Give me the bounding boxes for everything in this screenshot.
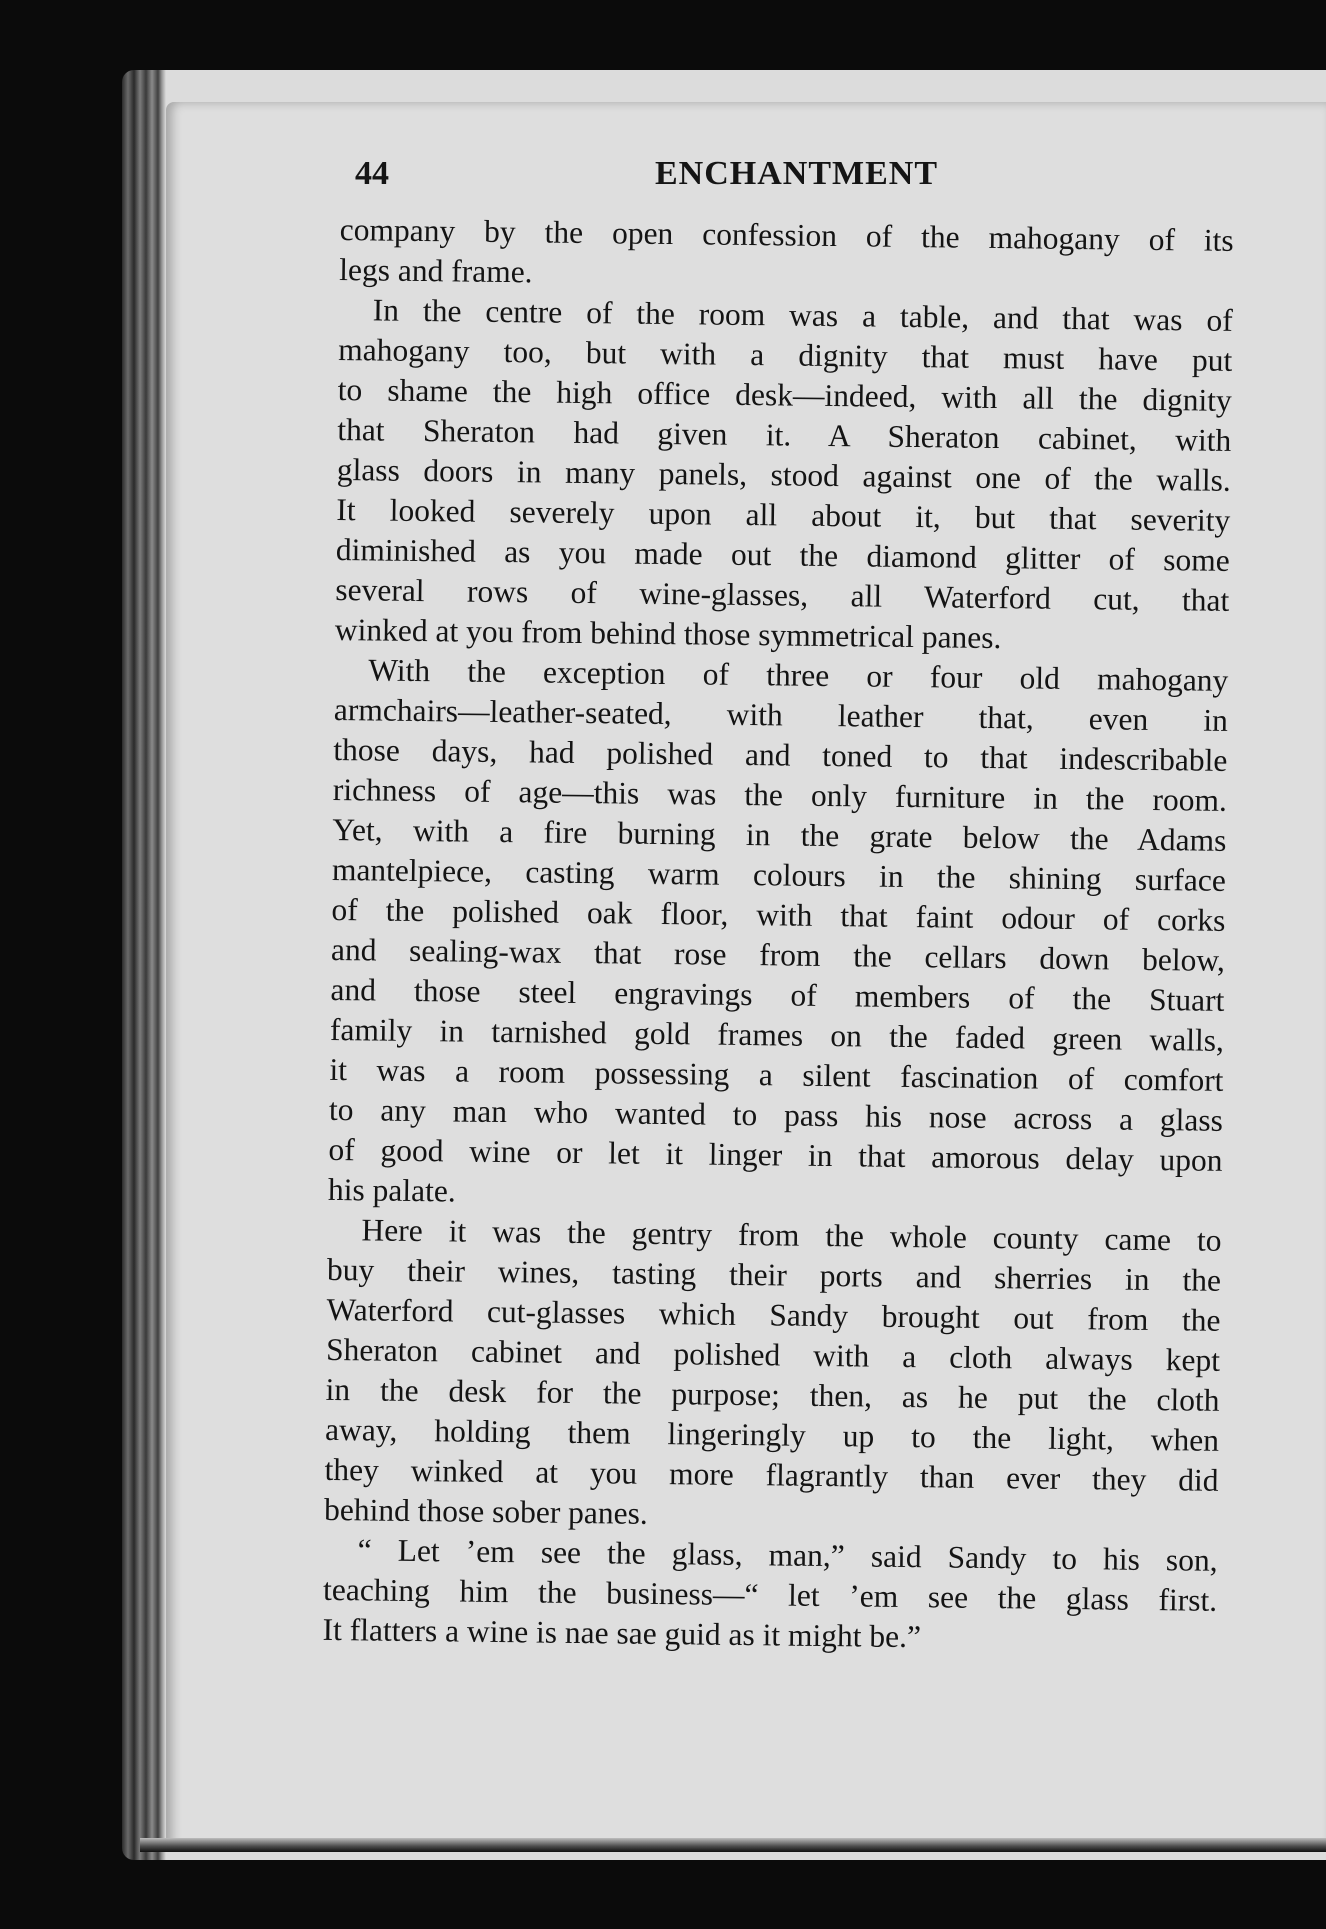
text-line: and those steel engravings of members of the Stuart [330, 971, 1225, 1018]
text-line: they winked at you more flagrantly than ever they did [324, 1451, 1219, 1498]
text-line: company by the open confession of the mahogany of its [339, 211, 1234, 258]
text-line: buy their wines, tasting their ports and sherries in the [326, 1251, 1222, 1298]
page-bottom-edge [140, 1838, 1326, 1852]
text-line: to any man who wanted to pass his nose across a glass [328, 1091, 1224, 1138]
text-line: several rows of wine-glasses, all Waterford cut, that [335, 571, 1230, 618]
text-line: his palate. [327, 1171, 456, 1209]
text-line: those days, had polished and toned to that indescribable [333, 731, 1228, 778]
text-line: winked at you from behind those symmetrical panes. [334, 611, 1002, 656]
text-line: mantelpiece, casting warm colours in the shining surface [331, 851, 1227, 898]
text-line: in the desk for the purpose; then, as he put the cloth [325, 1371, 1220, 1418]
text-line: legs and frame. [339, 251, 533, 290]
text-line: Sheraton cabinet and polished with a cloth always kept [325, 1331, 1221, 1378]
text-line: In the centre of the room was a table, and that was of [372, 292, 1233, 338]
text-line: armchairs—leather-seated, with leather that, even in [333, 691, 1229, 738]
text-line: It flatters a wine is nae sae guid as it might be.” [322, 1611, 922, 1655]
text-line: Yet, with a fire burning in the grate below the Adams [332, 811, 1227, 858]
text-line: to shame the high office desk—indeed, with all the dignity [337, 371, 1232, 418]
text-line: It looked severely upon all about it, but that severity [336, 491, 1231, 538]
text-line: family in tarnished gold frames on the faded green walls, [329, 1011, 1225, 1058]
text-line: and sealing-wax that rose from the cellars down below, [330, 931, 1226, 978]
body-text [322, 210, 1234, 1661]
text-line: that Sheraton had given it. A Sheraton cabinet, with [337, 411, 1232, 458]
running-title: ENCHANTMENT [655, 155, 939, 192]
running-head [355, 155, 945, 195]
text-line: diminished as you made out the diamond glitter of some [335, 531, 1230, 578]
text-line: teaching him the business—“ let ’em see the glass first. [322, 1571, 1218, 1618]
text-line: behind those sober panes. [323, 1491, 649, 1531]
text-line: mahogany too, but with a dignity that must have put [338, 331, 1233, 378]
text-line: “ Let ’em see the glass, man,” said Sandy to his son, [357, 1532, 1218, 1578]
text-line: it was a room possessing a silent fascination of comfort [329, 1051, 1224, 1098]
page-number: 44 [355, 155, 389, 192]
text-line: Waterford cut-glasses which Sandy brought out from the [326, 1291, 1221, 1338]
text-line: away, holding them lingeringly up to the light, when [324, 1411, 1220, 1458]
text-line: Here it was the gentry from the whole county came to [361, 1212, 1222, 1258]
text-line: glass doors in many panels, stood against one of the walls. [336, 451, 1231, 498]
text-line: richness of age—this was the only furniture in the room. [332, 771, 1228, 818]
text-line: With the exception of three or four old mahogany [368, 652, 1229, 698]
text-line: of good wine or let it linger in that amorous delay upon [328, 1131, 1223, 1178]
text-line: of the polished oak floor, with that faint odour of corks [331, 891, 1226, 938]
